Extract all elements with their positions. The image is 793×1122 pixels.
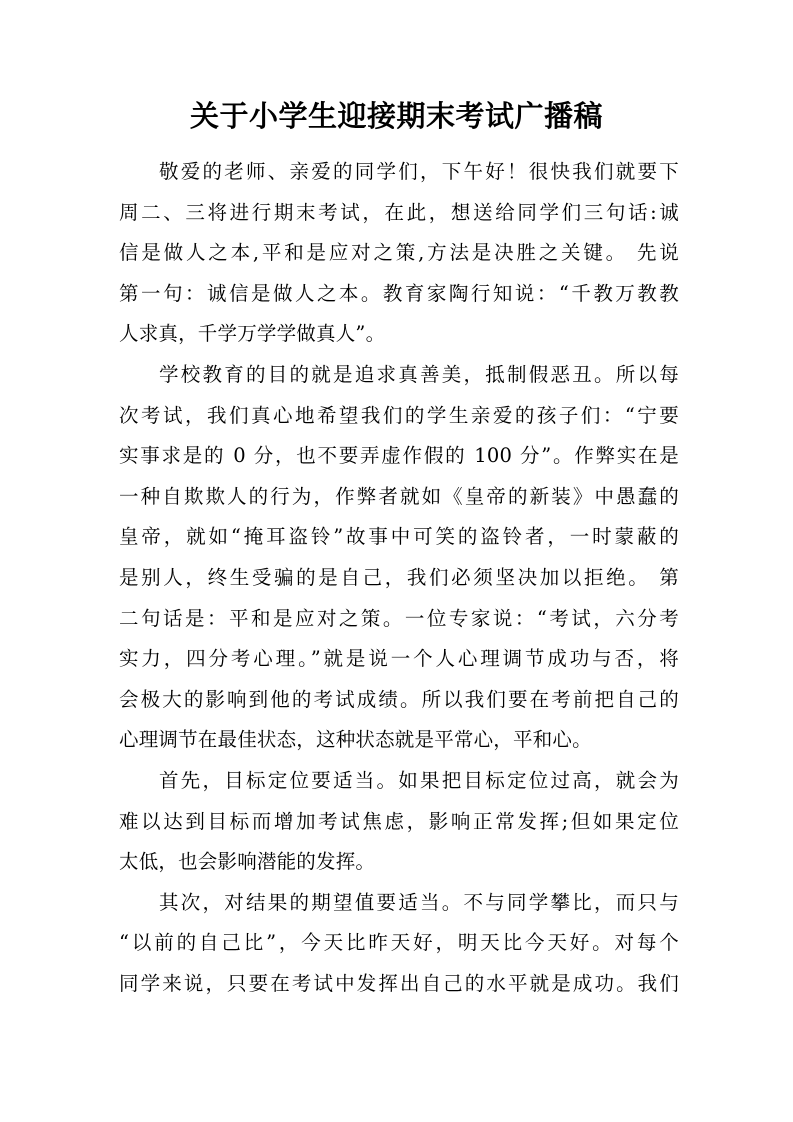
- paragraph-1-line-1: 敬爱的老师、亲爱的同学们，下午好！很快我们就要下: [159, 160, 679, 183]
- paragraph-2-line-4: 一种自欺欺人的行为，作弊者就如《皇帝的新装》中愚蠢的: [119, 484, 679, 508]
- paragraph-4-line-1: 其次，对结果的期望值要适当。不与同学攀比，而只与: [159, 890, 679, 914]
- paragraph-2-line-5: 皇帝，就如“掩耳盗铃”故事中可笑的盗铃者，一时蒙蔽的: [119, 525, 679, 549]
- paragraph-2-line-7: 二句话是：平和是应对之策。一位专家说：“考试，六分考: [119, 606, 679, 630]
- paragraph-2-line-6: 是别人，终生受骗的是自己，我们必须坚决加以拒绝。 第: [119, 565, 679, 589]
- paragraph-1-line-3: 信是做人之本,平和是应对之策,方法是决胜之关键。 先说: [119, 241, 679, 265]
- paragraph-2-line-9: 会极大的影响到他的考试成绩。所以我们要在考前把自己的: [119, 687, 679, 711]
- paragraph-2-line-8: 实力，四分考心理。”就是说一个人心理调节成功与否，将: [119, 647, 679, 671]
- document-body: [119, 152, 679, 1004]
- document-title: 关于小学生迎接期末考试广播稿: [189, 99, 603, 133]
- paragraph-3-line-1: 首先，目标定位要适当。如果把目标定位过高，就会为: [159, 768, 679, 792]
- paragraph-3-line-3: 太低，也会影响潜能的发挥。: [119, 850, 376, 874]
- paragraph-2-line-2: 次考试，我们真心地希望我们的学生亲爱的孩子们：“宁要: [119, 403, 679, 427]
- paragraph-2-line-10: 心理调节在最佳状态，这种状态就是平常心，平和心。: [119, 728, 592, 752]
- paragraph-1-line-4: 第一句：诚信是做人之本。教育家陶行知说：“千教万教教: [119, 281, 679, 305]
- paragraph-1-line-5: 人求真，千学万学学做真人”。: [119, 322, 386, 346]
- paragraph-2-line-3: 实事求是的 0 分，也不要弄虚作假的 100 分”。作弊实在是: [119, 444, 679, 468]
- paragraph-4-line-3: 同学来说，只要在考试中发挥出自己的水平就是成功。我们: [119, 971, 679, 995]
- paragraph-2-line-1: 学校教育的目的就是追求真善美，抵制假恶丑。所以每: [159, 362, 679, 386]
- paragraph-3-line-2: 难以达到目标而增加考试焦虑，影响正常发挥;但如果定位: [119, 809, 679, 833]
- paragraph-1-line-2: 周二、三将进行期末考试，在此，想送给同学们三句话:诚: [119, 200, 679, 224]
- paragraph-4-line-2: “以前的自己比”，今天比昨天好，明天比今天好。对每个: [119, 931, 679, 955]
